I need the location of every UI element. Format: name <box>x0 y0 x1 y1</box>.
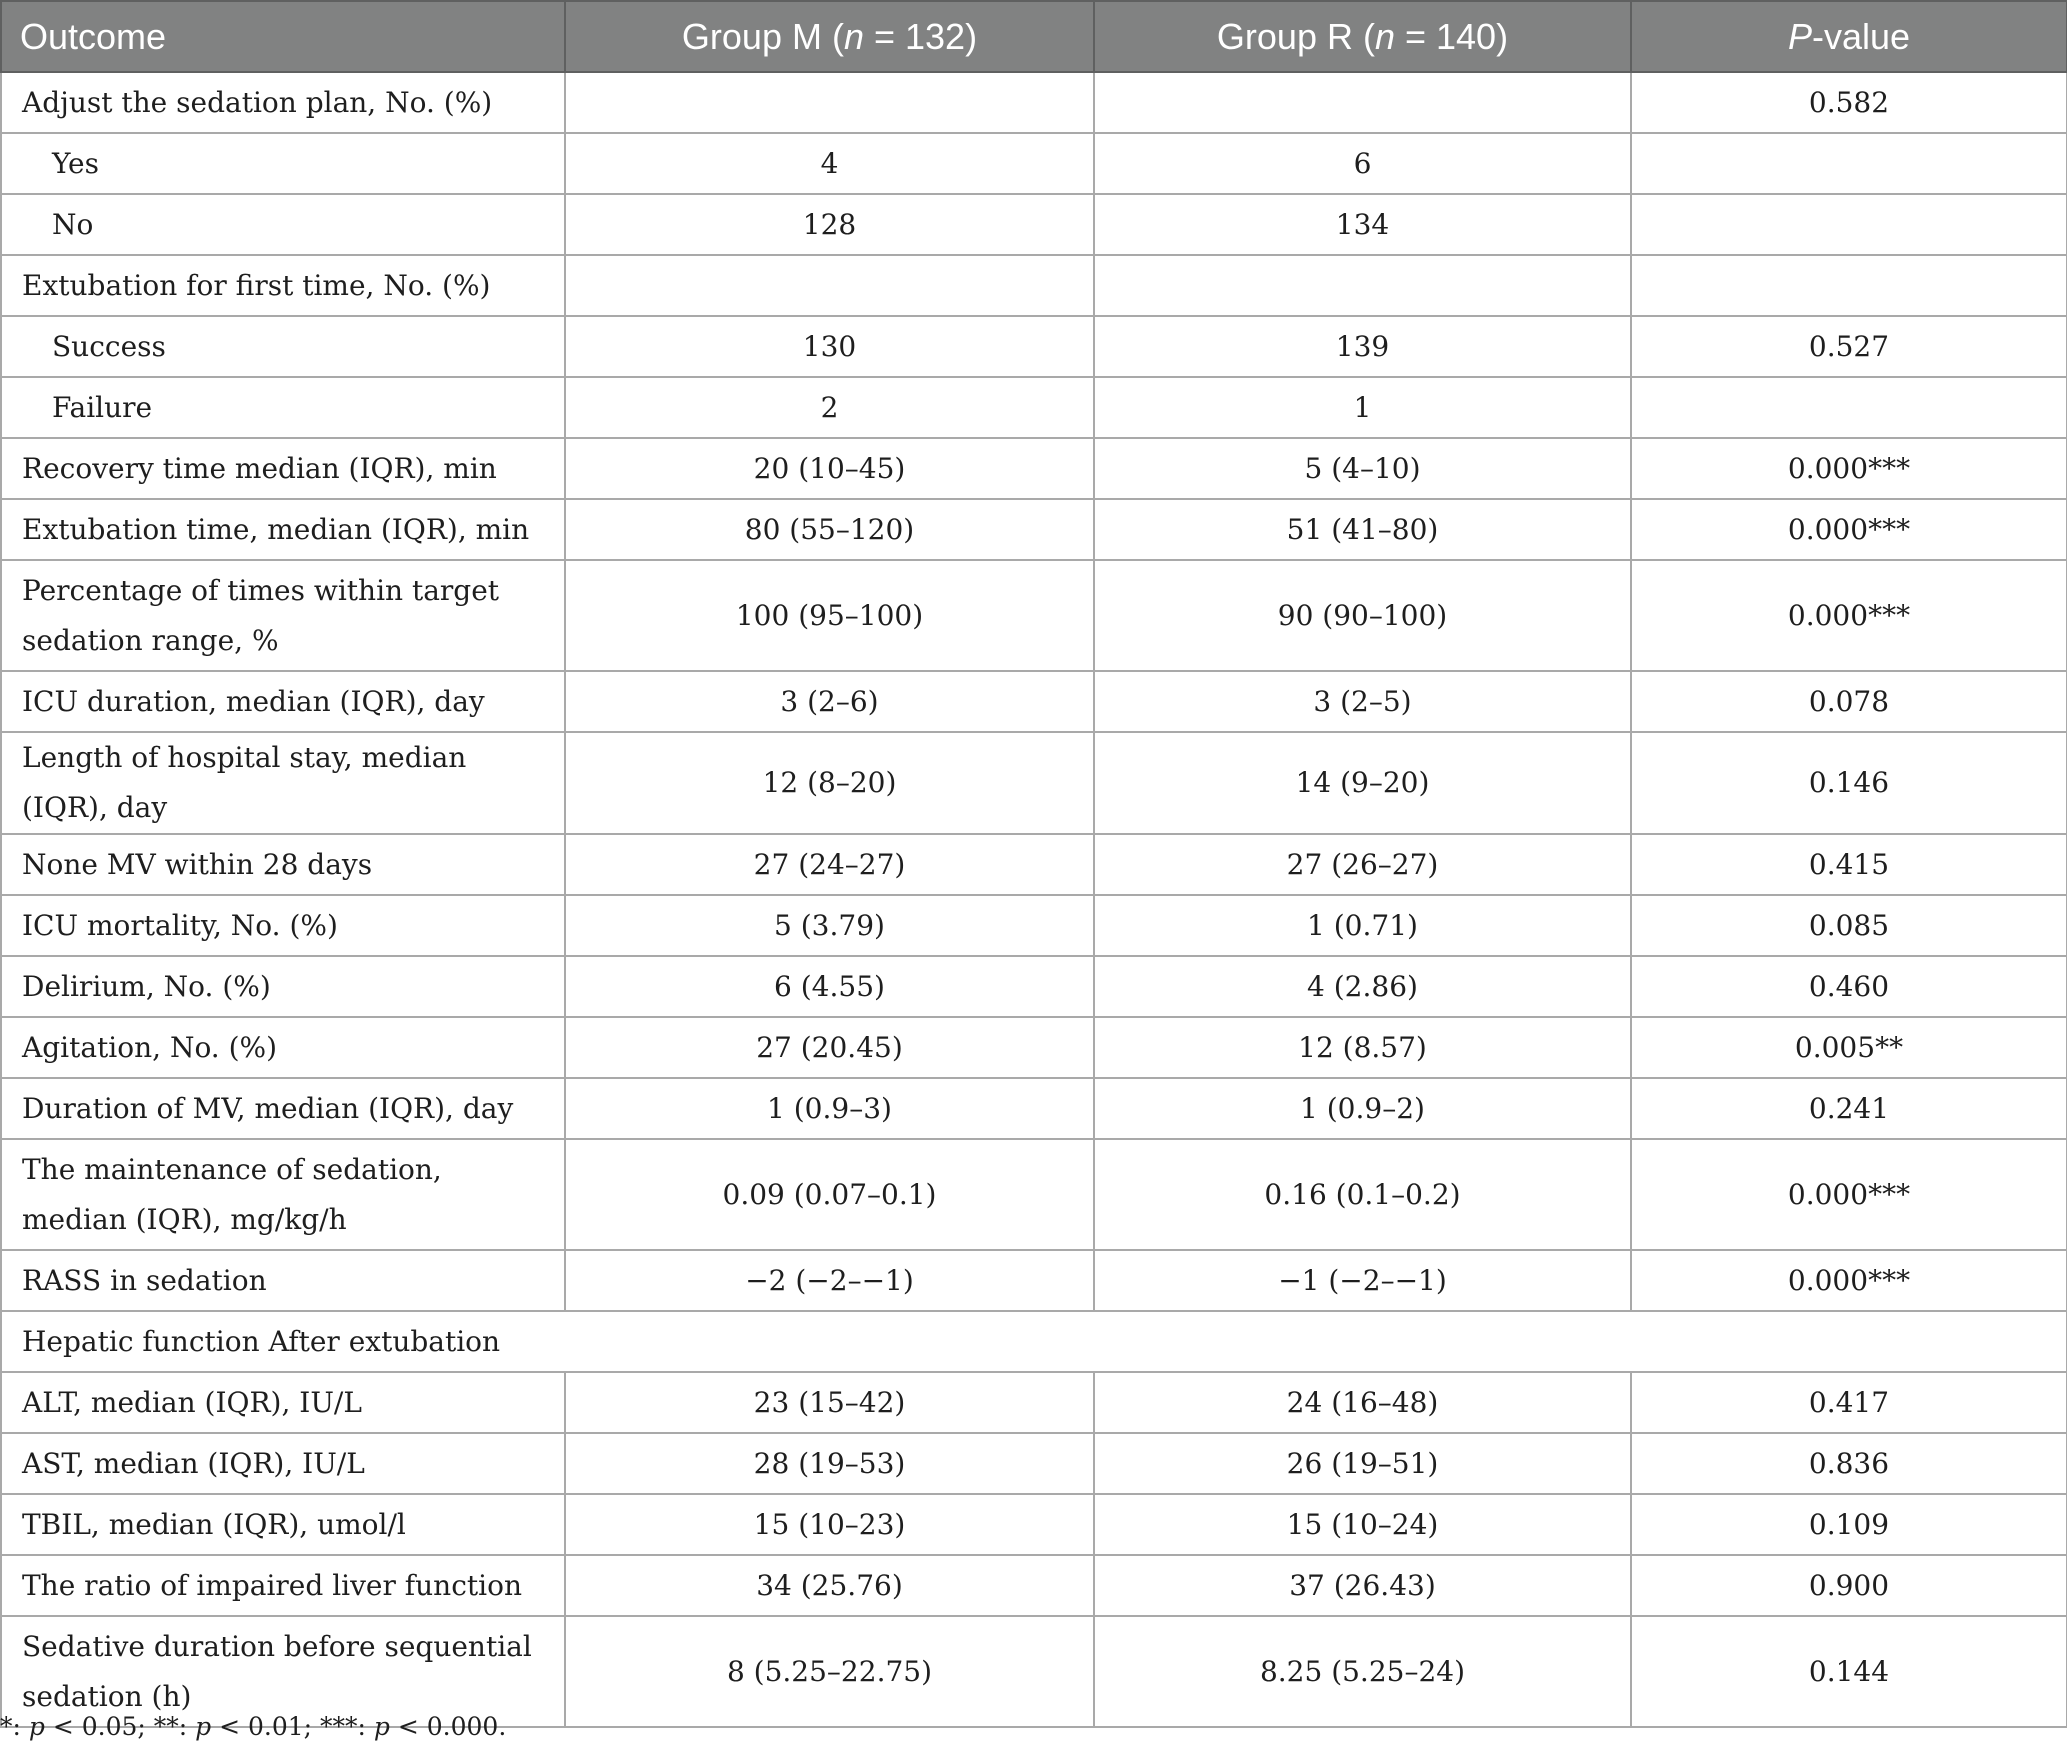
p-value: 0.836 <box>1631 1433 2067 1494</box>
header-outcome: Outcome <box>1 1 565 72</box>
row-label: Yes <box>1 133 565 194</box>
table-row <box>1 1372 2067 1433</box>
p-value: 0.582 <box>1631 72 2067 133</box>
row-label: Delirium, No. (%) <box>1 956 565 1017</box>
table-row <box>1 438 2067 499</box>
p-value: 0.417 <box>1631 1372 2067 1433</box>
group-r-value: 26 (19–51) <box>1094 1433 1631 1494</box>
table-row <box>1 671 2067 732</box>
group-m-value: 27 (24–27) <box>565 834 1094 895</box>
p-value: 0.085 <box>1631 895 2067 956</box>
group-r-value: 12 (8.57) <box>1094 1017 1631 1078</box>
table-row <box>1 194 2067 255</box>
group-m-value: 2 <box>565 377 1094 438</box>
table-row <box>1 1494 2067 1555</box>
p-value <box>1631 377 2067 438</box>
p-value: 0.109 <box>1631 1494 2067 1555</box>
table-row <box>1 1555 2067 1616</box>
table-row <box>1 834 2067 895</box>
row-label: None MV within 28 days <box>1 834 565 895</box>
header-group-r: Group R (n = 140) <box>1094 1 1631 72</box>
section-label: Hepatic function After extubation <box>1 1311 2067 1372</box>
table-row <box>1 732 2067 834</box>
row-label: Failure <box>1 377 565 438</box>
p-value: 0.900 <box>1631 1555 2067 1616</box>
group-m-value: 23 (15–42) <box>565 1372 1094 1433</box>
row-label: Duration of MV, median (IQR), day <box>1 1078 565 1139</box>
table-row <box>1 255 2067 316</box>
group-r-value: 37 (26.43) <box>1094 1555 1631 1616</box>
row-label: Adjust the sedation plan, No. (%) <box>1 72 565 133</box>
group-r-value <box>1094 255 1631 316</box>
table-row <box>1 1139 2067 1250</box>
table-row <box>1 1017 2067 1078</box>
group-r-value: 8.25 (5.25–24) <box>1094 1616 1631 1727</box>
row-label: ICU mortality, No. (%) <box>1 895 565 956</box>
group-r-value: 51 (41–80) <box>1094 499 1631 560</box>
group-r-value: 5 (4–10) <box>1094 438 1631 499</box>
group-r-value: −1 (−2–−1) <box>1094 1250 1631 1311</box>
table-row <box>1 499 2067 560</box>
p-value: 0.078 <box>1631 671 2067 732</box>
group-r-value: 24 (16–48) <box>1094 1372 1631 1433</box>
row-label: Sedative duration before sequential sedation (h) <box>1 1616 565 1727</box>
row-label: The maintenance of sedation, median (IQR), mg/kg/h <box>1 1139 565 1250</box>
group-m-value: 12 (8–20) <box>565 732 1094 834</box>
group-m-value: 6 (4.55) <box>565 956 1094 1017</box>
group-r-value: 0.16 (0.1–0.2) <box>1094 1139 1631 1250</box>
group-m-value <box>565 72 1094 133</box>
p-value <box>1631 133 2067 194</box>
table-section-row <box>1 1311 2067 1372</box>
group-m-value: 130 <box>565 316 1094 377</box>
group-m-value: 100 (95–100) <box>565 560 1094 671</box>
row-label: Success <box>1 316 565 377</box>
table-row <box>1 956 2067 1017</box>
table-row <box>1 377 2067 438</box>
p-value: 0.144 <box>1631 1616 2067 1727</box>
group-r-value: 134 <box>1094 194 1631 255</box>
group-m-value: −2 (−2–−1) <box>565 1250 1094 1311</box>
group-r-value: 14 (9–20) <box>1094 732 1631 834</box>
row-label: Recovery time median (IQR), min <box>1 438 565 499</box>
p-value: 0.000*** <box>1631 1139 2067 1250</box>
p-value: 0.000*** <box>1631 499 2067 560</box>
table-row <box>1 560 2067 671</box>
row-label: ICU duration, median (IQR), day <box>1 671 565 732</box>
group-m-value <box>565 255 1094 316</box>
group-m-value: 27 (20.45) <box>565 1017 1094 1078</box>
group-r-value: 1 <box>1094 377 1631 438</box>
table-row <box>1 1078 2067 1139</box>
group-m-value: 8 (5.25–22.75) <box>565 1616 1094 1727</box>
row-label: Agitation, No. (%) <box>1 1017 565 1078</box>
table-footnote: *: p < 0.05; **: p < 0.01; ***: p < 0.000. <box>0 1712 507 1741</box>
p-value: 0.000*** <box>1631 560 2067 671</box>
row-label: Extubation for first time, No. (%) <box>1 255 565 316</box>
group-m-value: 5 (3.79) <box>565 895 1094 956</box>
p-value: 0.460 <box>1631 956 2067 1017</box>
row-label: Extubation time, median (IQR), min <box>1 499 565 560</box>
group-m-value: 1 (0.9–3) <box>565 1078 1094 1139</box>
group-r-value: 15 (10–24) <box>1094 1494 1631 1555</box>
group-r-value: 1 (0.9–2) <box>1094 1078 1631 1139</box>
group-r-value: 6 <box>1094 133 1631 194</box>
table-row <box>1 133 2067 194</box>
row-label: The ratio of impaired liver function <box>1 1555 565 1616</box>
table-row <box>1 1616 2067 1727</box>
group-m-value: 28 (19–53) <box>565 1433 1094 1494</box>
row-label: AST, median (IQR), IU/L <box>1 1433 565 1494</box>
group-r-value <box>1094 72 1631 133</box>
row-label: Length of hospital stay, median (IQR), day <box>1 732 565 834</box>
p-value: 0.415 <box>1631 834 2067 895</box>
header-group-m: Group M (n = 132) <box>565 1 1094 72</box>
group-r-value: 27 (26–27) <box>1094 834 1631 895</box>
group-m-value: 20 (10–45) <box>565 438 1094 499</box>
table-row <box>1 895 2067 956</box>
header-p-value: P-value <box>1631 1 2067 72</box>
p-value <box>1631 194 2067 255</box>
row-label: RASS in sedation <box>1 1250 565 1311</box>
p-value: 0.000*** <box>1631 1250 2067 1311</box>
group-r-value: 90 (90–100) <box>1094 560 1631 671</box>
group-m-value: 80 (55–120) <box>565 499 1094 560</box>
p-value: 0.005** <box>1631 1017 2067 1078</box>
group-m-value: 34 (25.76) <box>565 1555 1094 1616</box>
row-label: Percentage of times within target sedation range, % <box>1 560 565 671</box>
p-value: 0.241 <box>1631 1078 2067 1139</box>
row-label: TBIL, median (IQR), umol/l <box>1 1494 565 1555</box>
group-m-value: 4 <box>565 133 1094 194</box>
group-m-value: 3 (2–6) <box>565 671 1094 732</box>
p-value: 0.146 <box>1631 732 2067 834</box>
table-row <box>1 72 2067 133</box>
group-r-value: 4 (2.86) <box>1094 956 1631 1017</box>
table-row <box>1 1433 2067 1494</box>
table-row <box>1 316 2067 377</box>
group-m-value: 128 <box>565 194 1094 255</box>
p-value: 0.527 <box>1631 316 2067 377</box>
p-value: 0.000*** <box>1631 438 2067 499</box>
p-value <box>1631 255 2067 316</box>
group-r-value: 1 (0.71) <box>1094 895 1631 956</box>
row-label: No <box>1 194 565 255</box>
group-m-value: 0.09 (0.07–0.1) <box>565 1139 1094 1250</box>
table-row <box>1 1250 2067 1311</box>
group-r-value: 139 <box>1094 316 1631 377</box>
table-header-row <box>1 1 2067 72</box>
row-label: ALT, median (IQR), IU/L <box>1 1372 565 1433</box>
group-r-value: 3 (2–5) <box>1094 671 1631 732</box>
group-m-value: 15 (10–23) <box>565 1494 1094 1555</box>
